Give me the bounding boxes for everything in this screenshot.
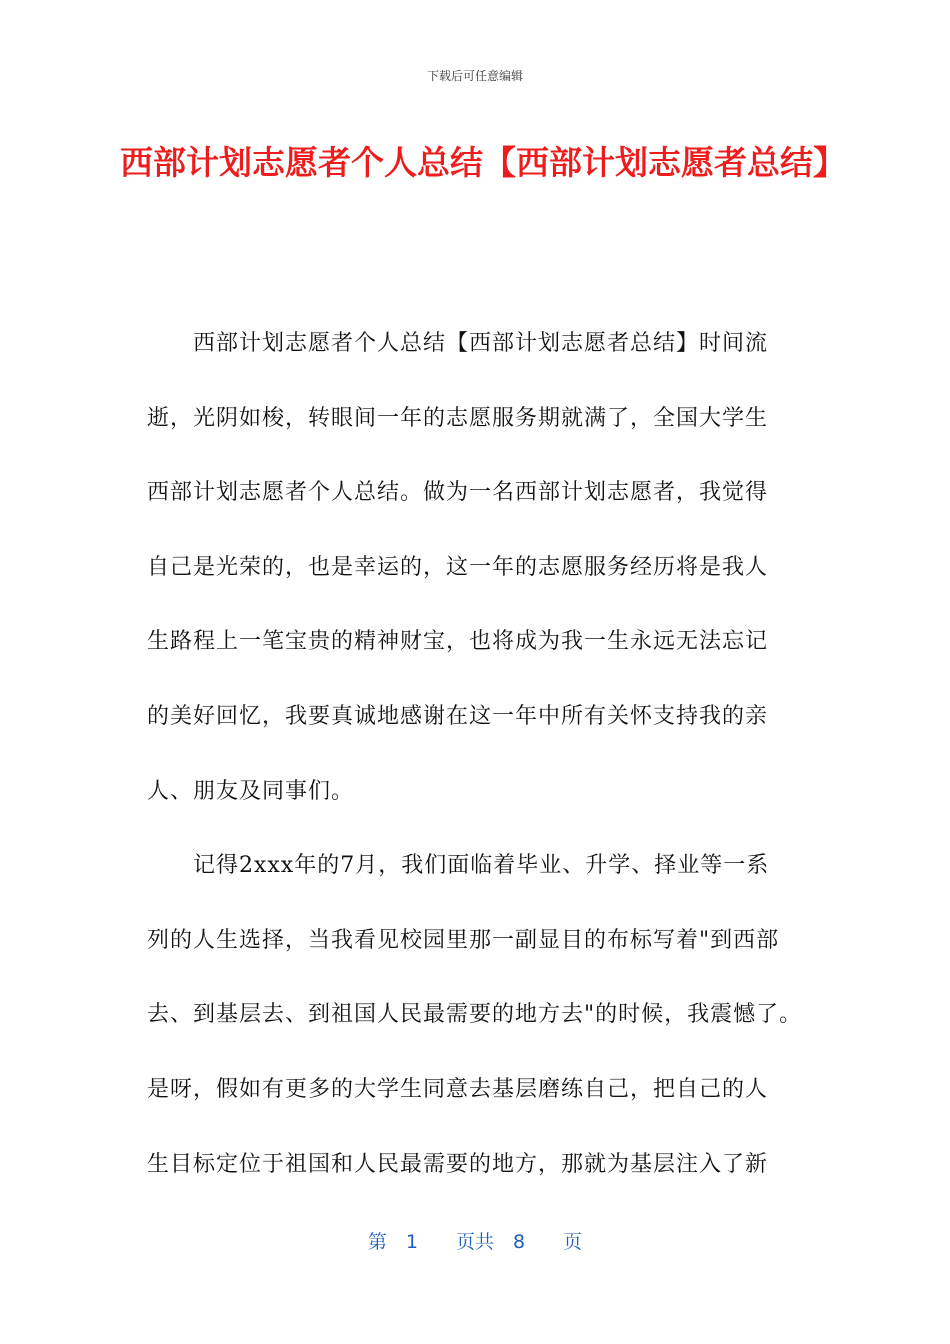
document-body: [147, 320, 827, 1215]
body-line: 去、到基层去、到祖国人民最需要的地方去"的时候，我震憾了。: [147, 1002, 803, 1028]
body-line: 列的人生选择，当我看见校园里那一副显目的布标写着"到西部: [147, 927, 780, 953]
body-line: 生目标定位于祖国和人民最需要的地方，那就为基层注入了新: [147, 1151, 769, 1177]
body-line: 西部计划志愿者个人总结。做为一名西部计划志愿者，我觉得: [147, 480, 769, 506]
body-line: 的美好回忆，我要真诚地感谢在这一年中所有关怀支持我的亲: [147, 703, 769, 729]
body-line: 人、朋友及同事们。: [147, 778, 355, 804]
header-note: 下载后可任意编辑: [426, 69, 523, 83]
body-line: 逝，光阴如梭，转眼间一年的志愿服务期就满了，全国大学生: [147, 405, 769, 431]
body-line: 记得2xxx年的7月，我们面临着毕业、升学、择业等一系: [147, 853, 770, 879]
body-line: 西部计划志愿者个人总结【西部计划志愿者总结】时间流: [147, 331, 769, 356]
document-title: 西部计划志愿者个人总结【西部计划志愿者总结】: [120, 143, 846, 182]
body-line: 是呀，假如有更多的大学生同意去基层磨练自己，把自己的人: [147, 1076, 769, 1102]
page-indicator: 第 1 页共 8 页: [367, 1231, 583, 1253]
body-line: 自己是光荣的，也是幸运的，这一年的志愿服务经历将是我人: [147, 554, 769, 580]
body-line: 生路程上一笔宝贵的精神财宝，也将成为我一生永远无法忘记: [147, 629, 769, 655]
